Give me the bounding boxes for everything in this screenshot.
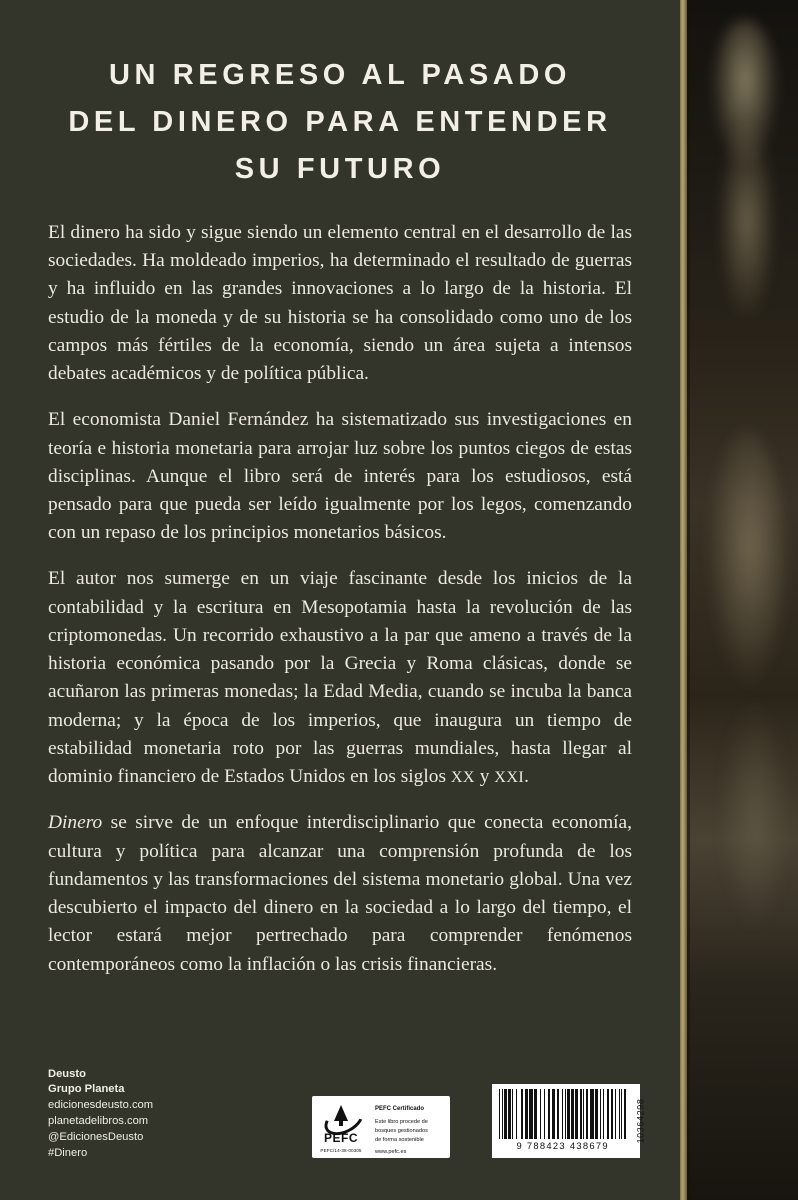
paragraph-3-period: . — [524, 766, 529, 788]
artwork-highlight-2 — [718, 120, 776, 320]
cover-artwork-strip — [680, 0, 798, 1200]
internal-code-text: 10364298 — [635, 1098, 646, 1144]
paragraph-3-century-2: XXI — [494, 769, 525, 787]
pefc-tree-icon — [323, 1104, 359, 1130]
pefc-logo — [312, 1096, 370, 1158]
artwork-highlight-3 — [706, 430, 786, 690]
cover-footer — [0, 1040, 680, 1200]
book-title-italic: Dinero — [48, 812, 103, 834]
artwork-highlight-4 — [720, 700, 790, 930]
pefc-wordmark: PEFC — [323, 1130, 358, 1145]
paragraph-4 — [48, 809, 632, 978]
paragraph-3 — [48, 565, 632, 791]
headline-line-3: SU FUTURO — [234, 152, 446, 185]
paragraph-2: El economista Daniel Fernández ha sistematizado sus investigaciones en teoría e historia monetaria para arrojar luz sobre los puntos ciegos de estas disciplinas. Aunque el libro será de interés para los estudiosos, está pensado para que pueda ser leído igualmente por los legos, comenzando con un repaso de los principios monetarios básicos. — [48, 409, 632, 544]
internal-code — [632, 1084, 648, 1158]
pefc-text-line-2: Este libro procede de — [375, 1118, 428, 1125]
blurb-text — [0, 193, 680, 979]
paragraph-1: El dinero ha sido y sigue siendo un elemento central en el desarrollo de las sociedades. Ha moldeado imperios, ha determinado el resultado de guerras y ha influido en las grandes innovaciones a lo largo de la historia. El estudio de la moneda y de su historia se ha consolidado como uno de los campos más fértiles de la economía, siendo un área sujeta a intensos debates académicos y de política pública. — [48, 221, 632, 385]
imprint-publisher: Deusto — [48, 1067, 86, 1080]
paragraph-4-text: se sirve de un enfoque interdisciplinario que conecta economía, cultura y política para alcanzar una comprensión profunda de los fundamentos y las transformaciones del sistema monetario global. Una vez descubierto el impacto del dinero en la sociedad a lo largo del tiempo, el lector estará mejor pertrechado para comprender fenómenos contemporáneos como la inflación o las crisis financieras. — [48, 812, 632, 975]
pefc-text-line-1: PEFC Certificado — [375, 1106, 425, 1112]
pefc-code: PEFC/14-38-00305 — [320, 1147, 362, 1153]
paragraph-3-text: El autor nos sumerge en un viaje fascinante desde los inicios de la contabilidad y la escritura en Mesopotamia hasta la revolución de las criptomonedas. Un recorrido exhaustivo a la par que ameno a través de la historia económica pasando por la Grecia y Roma clásicas, donde se acuñaron las primeras monedas; la Edad Media, cuando se incuba la banca moderna; y la época de los imperios, que inaugura un tiempo de estabilidad monetaria roto por las guerras mundiales, hasta llegar al dominio financiero de Estados Unidos en los siglos — [48, 568, 632, 788]
artwork-frame-shadow — [687, 0, 690, 1200]
page-title — [0, 0, 680, 193]
imprint-hashtag[interactable]: #Dinero — [48, 1147, 88, 1160]
artwork-frame-edge — [680, 0, 687, 1200]
pefc-text-line-5: www.pefc.es — [375, 1148, 407, 1155]
pefc-certification-badge — [312, 1096, 450, 1158]
imprint-website[interactable]: edicionesdeusto.com — [48, 1099, 154, 1112]
pefc-description — [370, 1096, 450, 1158]
paragraph-3-conjunction: y — [474, 766, 495, 788]
imprint-website-2[interactable]: planetadelibros.com — [48, 1115, 149, 1128]
headline-line-2: DEL DINERO PARA ENTENDER — [68, 105, 612, 138]
isbn-number: 9 788423 438679 — [516, 1140, 609, 1151]
barcode-bars — [499, 1089, 626, 1139]
pefc-text-line-3: bosques gestionados — [375, 1127, 428, 1134]
paragraph-3-century-1: XX — [450, 769, 475, 787]
headline-line-1: UN REGRESO AL PASADO — [108, 59, 572, 91]
imprint-block — [48, 1067, 153, 1162]
isbn-barcode — [492, 1084, 632, 1158]
imprint-group: Grupo Planeta — [48, 1083, 125, 1096]
pefc-text-line-4: de forma sostenible — [375, 1136, 424, 1143]
isbn-barcode-block — [492, 1084, 646, 1158]
imprint-social-handle[interactable]: @EdicionesDeusto — [48, 1131, 144, 1144]
